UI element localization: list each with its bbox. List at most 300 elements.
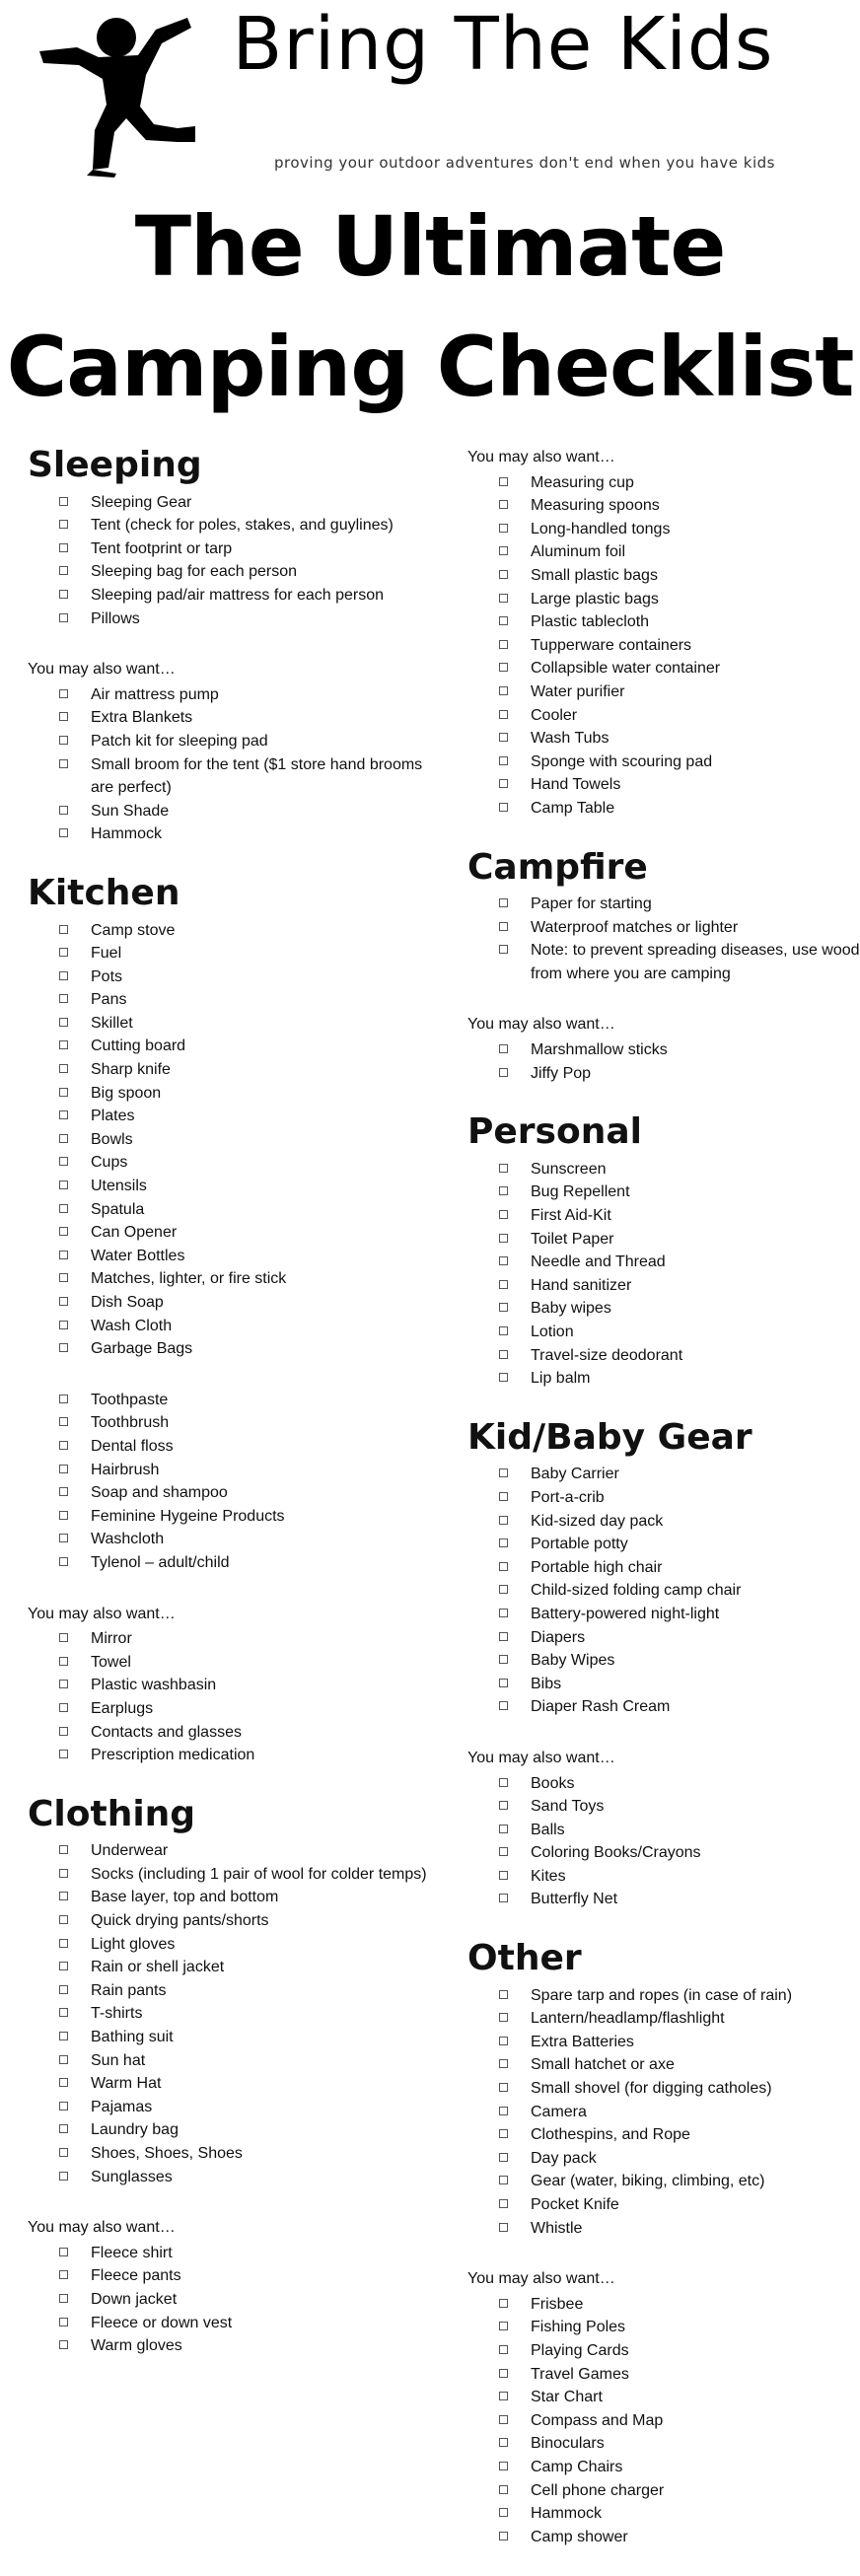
checklist-item [499,1556,860,1580]
checklist-item [499,1626,860,1650]
optional-item-list [28,2242,432,2358]
checklist-item-label: Frisbee [531,2295,584,2313]
checklist-item [59,1389,432,1412]
section-heading: Sleeping [28,445,202,485]
checkbox[interactable] [59,497,68,506]
checklist-item-label: Fleece or down vest [91,2314,233,2331]
checkbox[interactable] [59,712,68,721]
checklist-item [59,730,432,753]
checklist-item [499,1486,860,1510]
checkbox[interactable] [59,925,68,934]
checklist-item-label: Pillows [91,609,140,627]
checkbox[interactable] [499,1655,508,1664]
checklist-item [59,2026,432,2049]
checklist-item-label: Sun Shade [91,802,170,820]
checklist-item [59,537,432,561]
checkbox[interactable] [499,733,508,742]
checkbox[interactable] [499,1468,508,1477]
checkbox[interactable] [499,803,508,812]
checklist-item [59,1839,432,1863]
checkbox[interactable] [59,1441,68,1450]
item-list [28,1839,432,2188]
checklist-item [499,939,860,985]
checkbox[interactable] [59,1227,68,1236]
checkbox[interactable] [499,1303,508,1312]
checklist-item-label: Baby Wipes [531,1652,615,1670]
checkbox[interactable] [59,1657,68,1666]
checklist-item [59,2312,432,2335]
checkbox[interactable] [59,2270,68,2279]
checklist-item [499,2293,860,2317]
checklist-item-label: Diaper Rash Cream [531,1698,671,1716]
checklist-item [59,1627,432,1651]
checkbox[interactable] [59,689,68,698]
checkbox[interactable] [499,477,508,486]
checklist-item [59,2242,432,2265]
checkbox[interactable] [59,613,68,622]
checklist-item [499,2409,860,2433]
checklist-item-label: Books [531,1774,575,1792]
checkbox[interactable] [59,1939,68,1948]
checklist-item [499,1204,860,1228]
checkbox[interactable] [499,1778,508,1787]
checklist-item-label: Quick drying pants/shorts [91,1912,269,1930]
checkbox[interactable] [59,2102,68,2111]
checklist-item [59,823,432,846]
checkbox[interactable] [499,570,508,579]
checklist-item [59,491,432,515]
checklist-item [499,1841,860,1865]
checkbox[interactable] [499,2369,508,2378]
checklist-item-label: Prescription medication [91,1747,255,1764]
checkbox[interactable] [59,1064,68,1073]
checkbox[interactable] [499,2508,508,2517]
checklist-item [59,1886,432,1909]
checkbox[interactable] [59,759,68,768]
checklist-item [499,564,860,588]
checkbox[interactable] [59,1018,68,1027]
checkbox[interactable] [499,2153,508,2162]
checklist-item-label: Hand sanitizer [531,1276,632,1294]
checkbox[interactable] [59,971,68,980]
section-personal [467,1112,860,1391]
checkbox[interactable] [499,500,508,509]
checklist-item [59,608,432,631]
checkbox[interactable] [59,1557,68,1566]
checkbox[interactable] [59,2124,68,2133]
checklist-item-label: Portable high chair [531,1558,663,1576]
checkbox[interactable] [59,2148,68,2157]
checkbox[interactable] [59,1727,68,1736]
checklist-item-label: Earplugs [91,1699,154,1717]
checkbox[interactable] [59,828,68,837]
checklist-item [59,1459,432,1482]
checklist-item-label: Sleeping bag for each person [91,563,298,581]
checkbox[interactable] [59,1204,68,1213]
checklist-item [59,1058,432,1082]
checkbox[interactable] [499,1562,508,1571]
checkbox[interactable] [59,566,68,575]
checkbox[interactable] [499,1516,508,1525]
checklist-item-label: Extra Batteries [531,2033,634,2050]
checklist-item-label: Bug Repellent [531,1183,630,1201]
checklist-item [59,1012,432,1036]
checkbox[interactable] [499,1044,508,1053]
checklist-item [59,919,432,943]
checklist-item-label: Lip balm [531,1370,591,1388]
checklist-item [59,1221,432,1245]
checkbox[interactable] [59,948,68,957]
checkbox[interactable] [499,1280,508,1289]
checklist-item [499,2101,860,2124]
checkbox[interactable] [59,1321,68,1329]
checklist-item-label: Camera [531,2103,587,2120]
checkbox[interactable] [499,779,508,788]
checkbox[interactable] [59,1395,68,1403]
checklist-item [59,1175,432,1198]
checkbox[interactable] [59,1487,68,1496]
checklist-item [59,2118,432,2142]
checklist-item [59,683,432,707]
checkbox[interactable] [499,1894,508,1902]
checklist-item-label: Wash Cloth [91,1317,173,1334]
checkbox[interactable] [59,1633,68,1642]
checklist-item-label: Hand Towels [531,776,621,794]
checklist-item-label: Garbage Bags [91,1340,193,1358]
checklist-item-label: Cell phone charger [531,2481,665,2499]
checklist-item [499,1321,860,1344]
optional-items-label: You may also want… [28,1605,176,1622]
checklist-item [59,1105,432,1128]
checklist-item-label: Bathing suit [91,2029,174,2046]
checklist-item [499,2456,860,2479]
checkbox[interactable] [499,616,508,625]
checkbox[interactable] [499,524,508,533]
checkbox[interactable] [59,1343,68,1352]
checkbox[interactable] [499,546,508,555]
section-heading: Campfire [467,846,648,888]
checkbox[interactable] [499,1632,508,1641]
checkbox[interactable] [59,2340,68,2349]
checkbox[interactable] [499,756,508,765]
checkbox[interactable] [499,1350,508,1359]
optional-item-list [28,1627,432,1767]
section-kid-baby-gear [467,1418,860,1911]
section-heading: Other [467,1938,582,1979]
checklist-item [499,518,860,541]
checkbox[interactable] [499,1847,508,1856]
checkbox[interactable] [59,1040,68,1049]
checklist-item-label: Camp Chairs [531,2458,623,2475]
checkbox[interactable] [499,1373,508,1382]
left-column [28,446,432,2386]
checkbox[interactable] [59,1181,68,1189]
checkbox[interactable] [59,1534,68,1542]
checkbox[interactable] [499,922,508,931]
checklist-item-label: Small shovel (for digging catholes) [531,2080,772,2098]
checklist-item-label: Plastic tablecloth [531,613,650,631]
checkbox[interactable] [59,2008,68,2017]
checkbox[interactable] [499,1701,508,1710]
checklist-item [499,1795,860,1819]
checkbox[interactable] [499,2176,508,2184]
checkbox[interactable] [499,1210,508,1219]
checkbox[interactable] [499,1068,508,1077]
checkbox[interactable] [499,1825,508,1833]
checkbox[interactable] [59,1297,68,1306]
checkbox[interactable] [59,520,68,529]
checkbox[interactable] [499,945,508,954]
checklist-item [59,1245,432,1268]
checklist-item [59,706,432,730]
checkbox[interactable] [59,543,68,552]
checkbox[interactable] [59,1417,68,1426]
checklist-item [59,1744,432,1767]
checklist-item-label: Fleece pants [91,2267,181,2285]
checklist-item [59,1528,432,1551]
checkbox[interactable] [59,2078,68,2087]
checklist-item [499,1865,860,1889]
checklist-item [59,584,432,608]
checkbox[interactable] [499,686,508,695]
checklist-item [59,2264,432,2288]
checkbox[interactable] [59,1251,68,1259]
checklist-item [499,2339,860,2363]
checklist-item [499,916,860,940]
checkbox[interactable] [499,2392,508,2400]
checklist-item-label: Collapsible water container [531,660,721,678]
checkbox[interactable] [59,2055,68,2064]
checklist-item-label: Note: to prevent spreading diseases, use wood from where you are camping [531,942,860,982]
checkbox[interactable] [499,898,508,907]
checkbox[interactable] [499,2199,508,2208]
checklist-item [499,1533,860,1556]
checklist-item [499,471,860,495]
checkbox[interactable] [499,663,508,672]
checkbox[interactable] [59,1134,68,1143]
checklist-item-label: Battery-powered night-light [531,1605,720,1622]
checklist-item-label: Big spoon [91,1084,162,1102]
checklist-item-label: Utensils [91,1178,147,1195]
checkbox[interactable] [499,1492,508,1501]
checkbox[interactable] [499,640,508,649]
item-list [467,1158,860,1391]
checkbox[interactable] [499,2299,508,2308]
checkbox[interactable] [499,1326,508,1335]
checklist-item-label: Kites [531,1867,566,1885]
checkbox[interactable] [499,1585,508,1594]
brand-tagline: proving your outdoor adventures don't end when you have kids [274,154,775,172]
checkbox[interactable] [499,1609,508,1617]
checklist-item-label: Pans [91,991,127,1009]
checklist-item [59,1267,432,1291]
checklist-item [59,1956,432,1979]
checklist-item [59,1697,432,1721]
checkbox[interactable] [59,1985,68,1994]
checkbox[interactable] [59,1750,68,1758]
checklist-item-label: Cups [91,1154,128,1172]
optional-item-list [467,471,860,821]
checkbox[interactable] [499,2322,508,2330]
checklist-item [499,610,860,634]
checklist-item [59,2072,432,2096]
checklist-item-label: Matches, lighter, or fire stick [91,1270,287,1288]
brand-name: Bring The Kids [232,2,774,87]
checkbox[interactable] [499,2415,508,2424]
item-list [467,1984,860,2241]
checklist-item [499,1673,860,1696]
checklist-item-label: Playing Cards [531,2341,629,2359]
checklist-item [499,680,860,704]
checklist-item [499,2316,860,2339]
checkbox[interactable] [59,1088,68,1097]
checkbox[interactable] [59,736,68,745]
checklist-item [59,1505,432,1529]
checklist-item-label: Lantern/headlamp/flashlight [531,2010,725,2028]
checklist-item-label: T-shirts [91,2005,143,2023]
checkbox[interactable] [59,994,68,1003]
checklist-item-label: Fleece shirt [91,2244,173,2261]
checklist-item [499,540,860,564]
checklist-item [499,2123,860,2147]
checkbox[interactable] [499,2438,508,2447]
checklist-item [499,893,860,916]
checkbox[interactable] [499,1234,508,1243]
checklist-item-label: Sand Toys [531,1798,605,1816]
checkbox[interactable] [59,2248,68,2256]
checkbox[interactable] [59,2172,68,2181]
optional-item-list [467,2293,860,2549]
section-clothing [28,1795,432,2358]
checkbox[interactable] [59,2318,68,2326]
checklist-item [59,1128,432,1152]
optional-item-list [28,683,432,846]
checklist-item-label: Aluminum foil [531,543,626,561]
checklist-item [59,1651,432,1675]
optional-items-label: You may also want… [28,661,176,679]
checklist-item-label: Clothespins, and Rope [531,2126,690,2144]
checkbox[interactable] [59,2294,68,2303]
checkbox[interactable] [499,710,508,719]
checklist-item [499,657,860,680]
checkbox[interactable] [499,1186,508,1195]
checklist-item-label: Star Chart [531,2389,603,2406]
checklist-item [59,966,432,989]
checklist-item-label: Rain pants [91,1981,167,1999]
checkbox[interactable] [59,2032,68,2040]
checkbox[interactable] [59,1680,68,1688]
checklist-item-label: Underwear [91,1842,169,1860]
section-kitchen [28,874,432,1767]
checklist-item [499,1038,860,1062]
optional-items-label: You may also want… [467,1016,615,1034]
checklist-item-label: Hammock [531,2505,603,2523]
optional-items-label: You may also want… [467,449,615,465]
checkbox[interactable] [499,2013,508,2022]
checkbox[interactable] [499,2129,508,2138]
checklist-item-label: Child-sized folding camp chair [531,1582,742,1600]
checklist-item-label: Plastic washbasin [91,1677,217,1694]
checklist-item [499,751,860,774]
checklist-item-label: Pajamas [91,2098,153,2115]
checkbox[interactable] [59,1845,68,1854]
checklist-item-label: Pots [91,967,123,985]
checkbox[interactable] [499,2485,508,2494]
checkbox[interactable] [499,2107,508,2115]
checkbox[interactable] [499,1801,508,1810]
checkbox[interactable] [499,2083,508,2092]
checklist-item-label: Sunscreen [531,1160,607,1178]
checklist-item-label: Fuel [91,945,122,963]
checklist-item [499,2363,860,2387]
checklist-item [499,588,860,611]
checkbox[interactable] [59,1962,68,1970]
checkbox[interactable] [499,1256,508,1265]
checklist-item-label: Socks (including 1 pair of wool for colder temps) [91,1865,427,1883]
checklist-item-label: Soap and shampoo [91,1484,228,1502]
checkbox[interactable] [59,806,68,815]
checklist-item [59,1035,432,1058]
checklist-item [59,1551,432,1575]
checklist-item [499,1649,860,1673]
checkbox[interactable] [499,1679,508,1687]
checkbox[interactable] [499,1871,508,1880]
checkbox[interactable] [59,1703,68,1712]
optional-item-list [467,1772,860,1912]
checklist-item-label: Kid-sized day pack [531,1512,664,1530]
checkbox[interactable] [499,1538,508,1547]
checkbox[interactable] [59,1157,68,1166]
checklist-item-label: Washcloth [91,1531,165,1548]
checkbox[interactable] [59,1511,68,1520]
checklist-item-label: Hairbrush [91,1461,160,1478]
checkbox[interactable] [499,2059,508,2068]
checklist-item [59,1315,432,1338]
checklist-item [59,2288,432,2312]
checklist-item-label: Diapers [531,1628,586,1646]
checkbox[interactable] [59,1915,68,1924]
checkbox[interactable] [59,1892,68,1900]
checkbox[interactable] [499,2037,508,2045]
checkbox[interactable] [499,2462,508,2470]
checklist-item-label: Tupperware containers [531,636,692,654]
checkbox[interactable] [499,2345,508,2354]
checkbox[interactable] [499,594,508,603]
checklist-item [59,514,432,537]
checklist-item-label: Compass and Map [531,2411,664,2429]
checklist-item-label: Can Opener [91,1224,178,1242]
checklist-item [499,727,860,751]
checkbox[interactable] [499,1164,508,1173]
checklist-item [499,2031,860,2054]
checkbox[interactable] [499,1990,508,1999]
right-column [467,446,860,2576]
checklist-item-label: Fishing Poles [531,2319,626,2336]
checkbox[interactable] [59,1869,68,1878]
checkbox[interactable] [59,1110,68,1119]
checkbox[interactable] [59,1465,68,1473]
optional-items-label: You may also want… [28,2219,176,2237]
checkbox[interactable] [499,2532,508,2540]
optional-items-label: You may also want… [467,2270,615,2288]
page-title-line-1: The Ultimate [134,198,726,295]
checklist-item [59,1481,432,1505]
checkbox[interactable] [499,2223,508,2232]
checkbox[interactable] [59,1273,68,1282]
item-list [467,893,860,985]
checklist-item-label: Towel [91,1653,131,1671]
checkbox[interactable] [59,590,68,599]
